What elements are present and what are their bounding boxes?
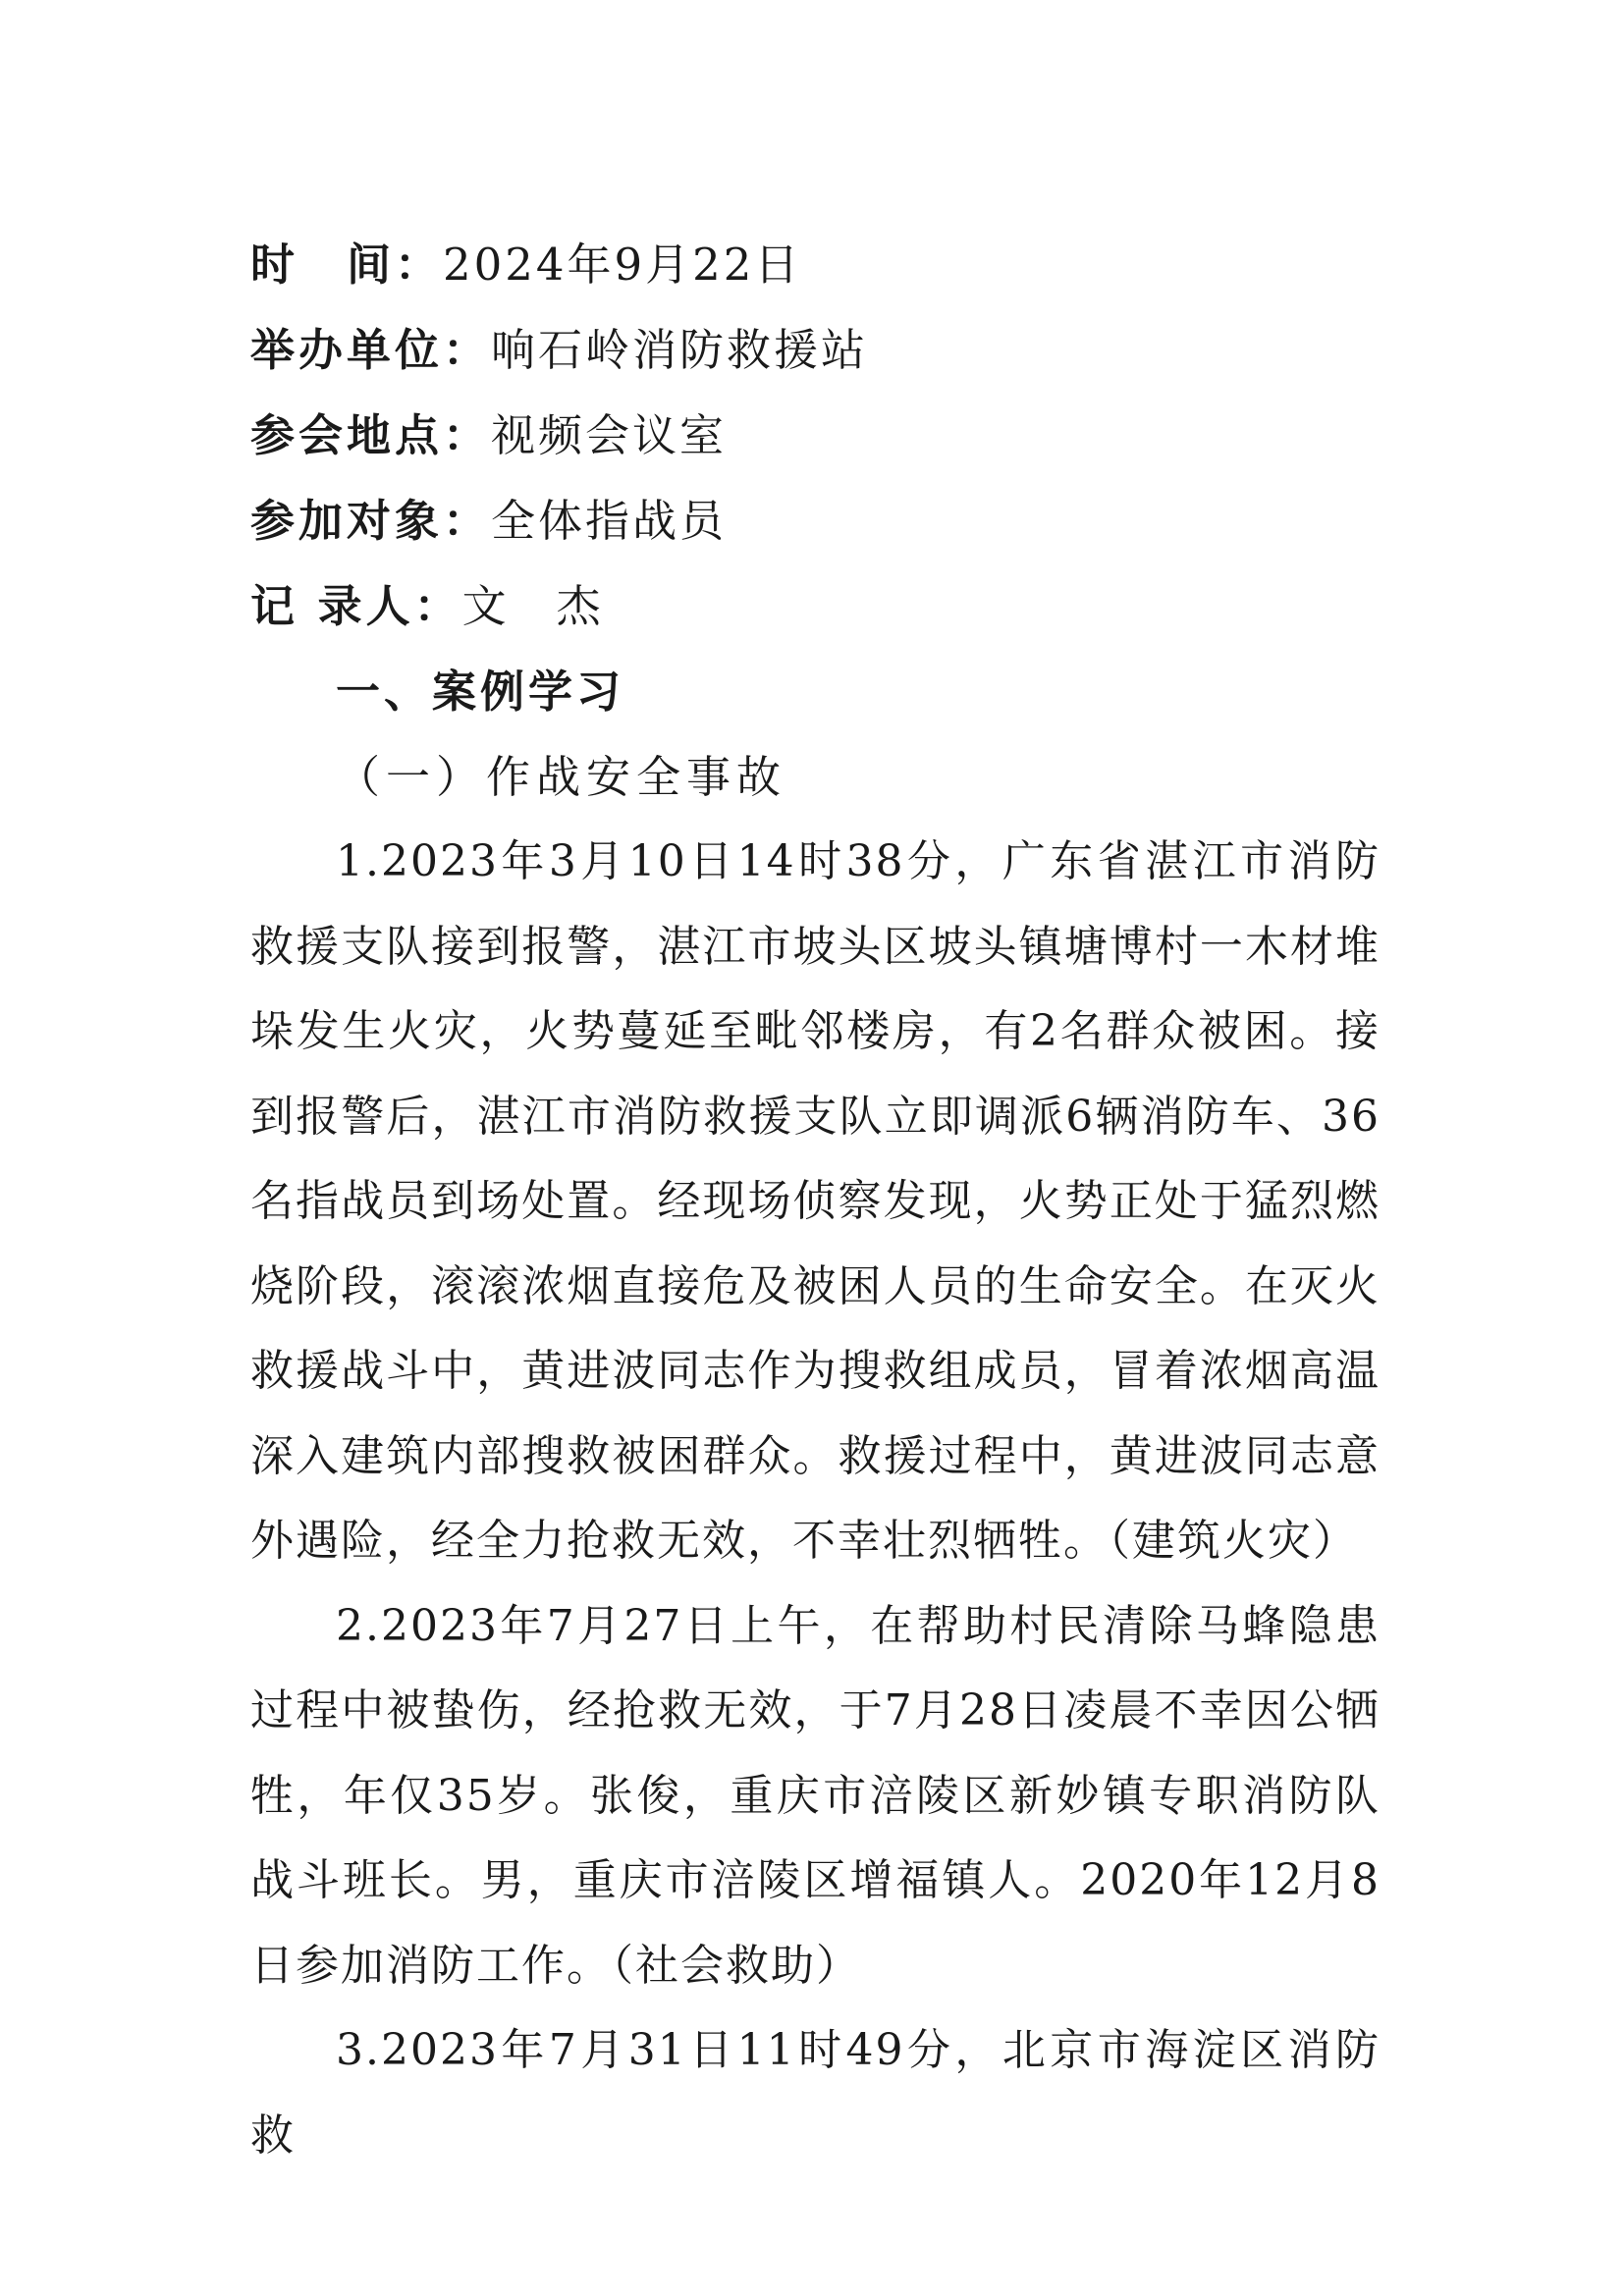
meta-recorder-value: 文 杰 [461, 580, 604, 632]
case-paragraph-2: 2.2023年7月27日上午，在帮助村民清除马蜂隐患过程中被蛰伤，经抢救无效，于7月28日凌晨不幸因公牺牲，年仅35岁。张俊，重庆市涪陵区新妙镇专职消防队战斗班长。男，重庆市涪陵区增福镇人。2020年12月8日参加消防工作。（社会救助） [250, 1600, 1380, 1991]
meta-attendees-value: 全体指战员 [491, 495, 728, 547]
meta-venue-label: 参会地点： [250, 409, 492, 461]
meta-attendees [250, 478, 1380, 563]
meta-time-label: 时 间： [250, 239, 444, 291]
meta-venue [250, 393, 1380, 478]
meta-organizer [250, 307, 1380, 393]
meta-recorder [250, 563, 1380, 649]
meeting-record [250, 222, 1380, 2178]
section-heading: 一、案例学习 [336, 666, 625, 718]
meta-organizer-value: 响石岭消防救援站 [491, 324, 869, 376]
meta-attendees-label: 参加对象： [250, 495, 492, 547]
meta-time [250, 222, 1380, 307]
meta-recorder-label: 记 录人： [250, 580, 462, 632]
case-paragraph-1: 1.2023年3月10日14时38分，广东省湛江市消防救援支队接到报警，湛江市坡头区坡头镇塘博村一木材堆垛发生火灾，火势蔓延至毗邻楼房，有2名群众被困。接到报警后，湛江市消防救援支队立即调派6辆消防车、36名指战员到场处置。经现场侦察发现，火势正处于猛烈燃烧阶段，滚滚浓烟直接危及被困人员的生命安全。在灭火救援战斗中，黄进波同志作为搜救组成员，冒着浓烟高温深入建筑内部搜救被困群众。救援过程中，黄进波同志意外遇险，经全力抢救无效，不幸壮烈牺牲。（建筑火灾） [250, 836, 1380, 1566]
meta-organizer-label: 举办单位： [250, 324, 492, 376]
meta-venue-value: 视频会议室 [491, 409, 728, 461]
case-paragraph-3: 3.2023年7月31日11时49分，北京市海淀区消防救 [250, 2025, 1380, 2161]
sub-heading: （一）作战安全事故 [336, 751, 787, 803]
meta-time-value: 2024年9月22日 [443, 239, 802, 291]
